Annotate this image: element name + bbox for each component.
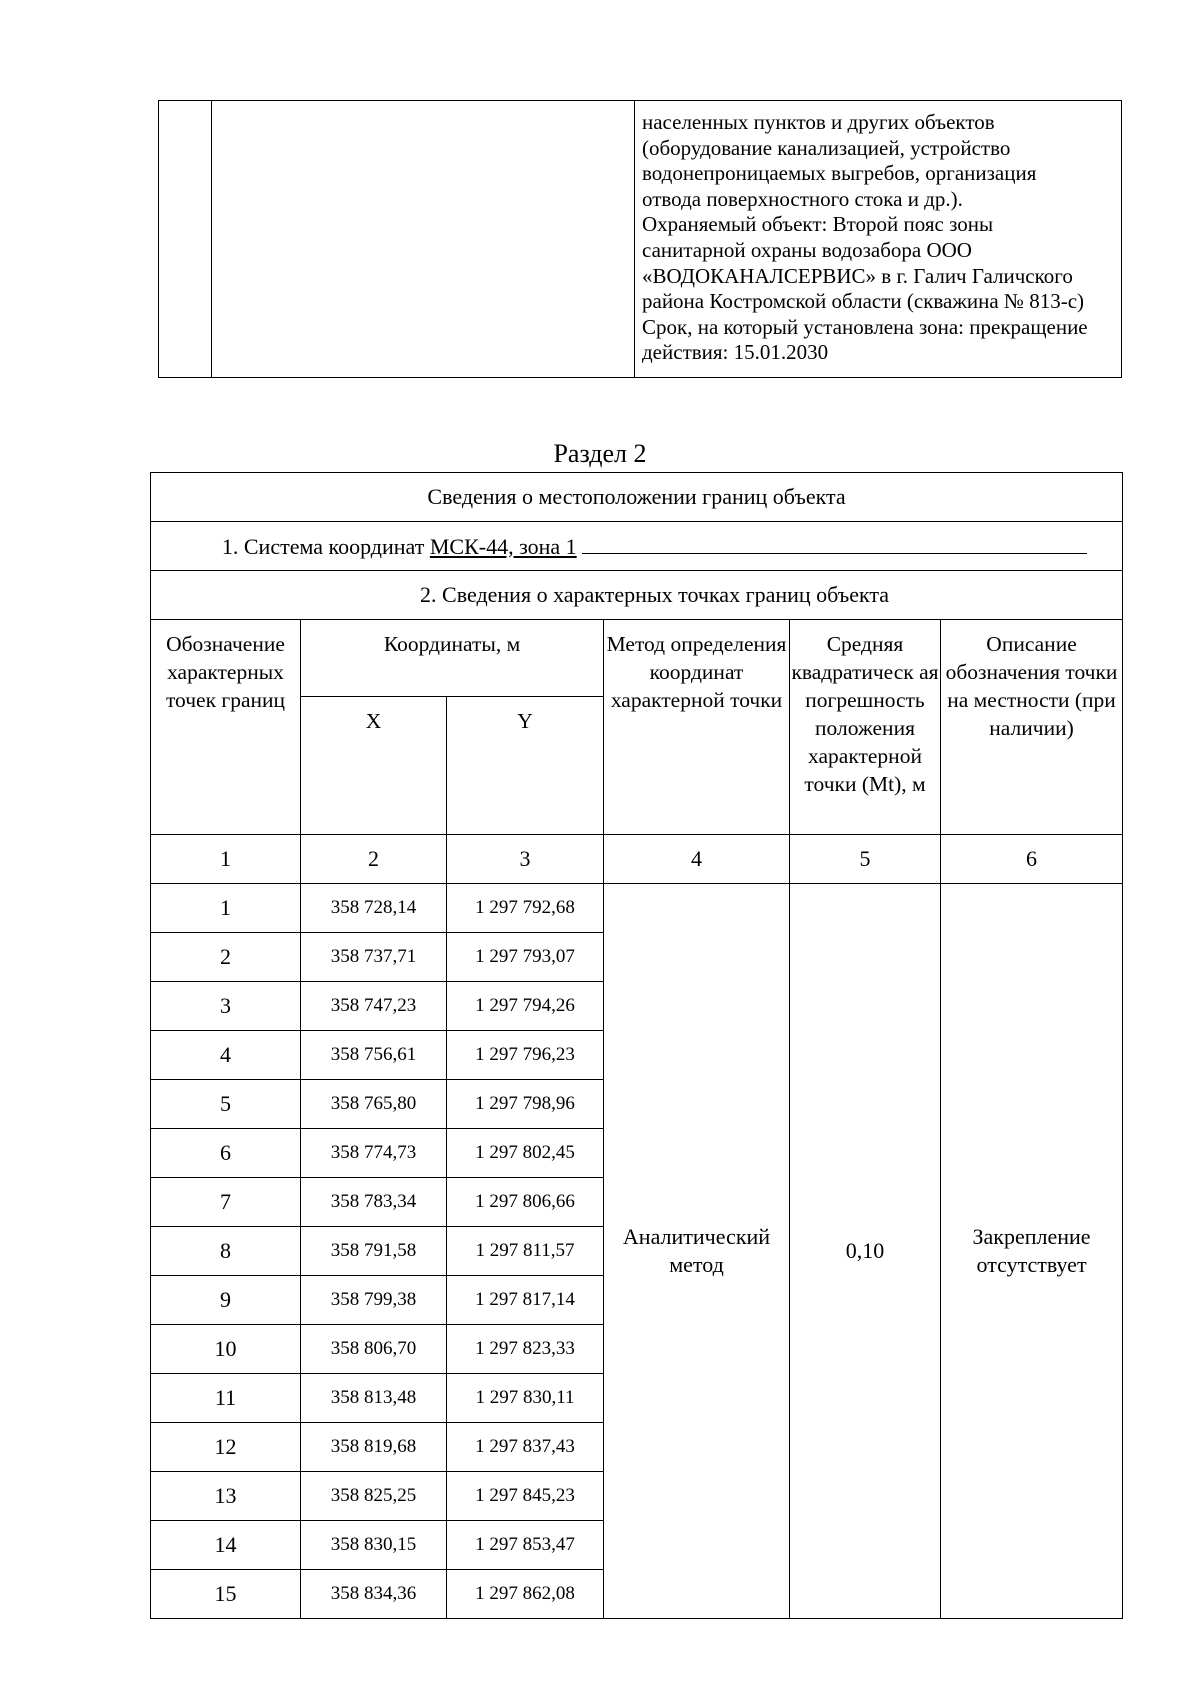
coord-x: 358 834,36	[301, 1570, 447, 1619]
coord-y: 1 297 796,23	[447, 1031, 604, 1080]
point-number: 1	[151, 884, 301, 933]
point-number: 4	[151, 1031, 301, 1080]
coord-x: 358 747,23	[301, 982, 447, 1031]
point-number: 13	[151, 1472, 301, 1521]
coord-y: 1 297 806,66	[447, 1178, 604, 1227]
point-number: 2	[151, 933, 301, 982]
coord-y: 1 297 845,23	[447, 1472, 604, 1521]
coord-y: 1 297 837,43	[447, 1423, 604, 1472]
point-number: 8	[151, 1227, 301, 1276]
point-number: 7	[151, 1178, 301, 1227]
method-cell: Аналитический метод	[604, 884, 790, 1619]
coord-system-prefix: 1. Система координат	[221, 533, 425, 559]
column-number: 6	[941, 835, 1123, 884]
coord-system-row	[151, 522, 1123, 571]
header-error: Средняя квадратическ ая погрешность положения характерной точки (Mt), м	[790, 620, 941, 835]
boundary-points-table	[150, 472, 1123, 1619]
description-cell: Закрепление отсутствует	[941, 884, 1123, 1619]
continuation-line: (оборудование канализацией, устройство	[642, 135, 1011, 160]
coord-x: 358 813,48	[301, 1374, 447, 1423]
continuation-line: Срок, на который установлена зона: прекращение	[642, 314, 1088, 339]
coord-y: 1 297 798,96	[447, 1080, 604, 1129]
coord-y: 1 297 862,08	[447, 1570, 604, 1619]
column-number: 4	[604, 835, 790, 884]
point-number: 11	[151, 1374, 301, 1423]
point-number: 14	[151, 1521, 301, 1570]
column-number: 3	[447, 835, 604, 884]
continuation-line: санитарной охраны водозабора ООО	[642, 237, 972, 262]
continuation-cell-3	[635, 101, 1122, 378]
coord-x: 358 830,15	[301, 1521, 447, 1570]
coord-x: 358 765,80	[301, 1080, 447, 1129]
header-x: X	[301, 697, 447, 835]
point-number: 12	[151, 1423, 301, 1472]
continuation-line: Охраняемый объект: Второй пояс зоны	[642, 212, 994, 237]
coord-y: 1 297 830,11	[447, 1374, 604, 1423]
continuation-line: населенных пунктов и других объектов	[642, 110, 995, 134]
continuation-table	[158, 100, 1122, 378]
coord-y: 1 297 792,68	[447, 884, 604, 933]
coord-x: 358 728,14	[301, 884, 447, 933]
point-number: 10	[151, 1325, 301, 1374]
fill-line	[582, 533, 1087, 554]
continuation-line: «ВОДОКАНАЛСЕРВИС» в г. Галич Галичского	[642, 263, 1073, 288]
continuation-text	[635, 101, 1121, 366]
coord-x: 358 774,73	[301, 1129, 447, 1178]
column-number: 2	[301, 835, 447, 884]
header-y: Y	[447, 697, 604, 835]
header-coordinates: Координаты, м	[301, 620, 604, 697]
continuation-cell-2	[212, 101, 635, 378]
coord-x: 358 791,58	[301, 1227, 447, 1276]
continuation-line: отвода поверхностного стока и др.).	[642, 186, 963, 211]
continuation-cell-1	[159, 101, 212, 378]
continuation-line: водонепроницаемых выгребов, организация	[642, 161, 1037, 186]
header-point-designation: Обозначение характерных точек границ	[151, 620, 301, 835]
point-number: 5	[151, 1080, 301, 1129]
coord-y: 1 297 823,33	[447, 1325, 604, 1374]
header-description: Описание обозначения точки на местности (при наличии)	[941, 620, 1123, 835]
point-number: 9	[151, 1276, 301, 1325]
coord-y: 1 297 802,45	[447, 1129, 604, 1178]
points-heading: 2. Сведения о характерных точках границ объекта	[151, 571, 1123, 620]
coord-y: 1 297 794,26	[447, 982, 604, 1031]
column-numbers-row	[151, 835, 1123, 884]
coord-x: 358 783,34	[301, 1178, 447, 1227]
coord-y: 1 297 811,57	[447, 1227, 604, 1276]
point-number: 3	[151, 982, 301, 1031]
table-row	[151, 884, 1123, 933]
coord-x: 358 799,38	[301, 1276, 447, 1325]
data-rows	[151, 884, 1123, 1619]
coord-system-value: МСК-44, зона 1	[429, 533, 577, 559]
section-title: Раздел 2	[553, 439, 647, 468]
coord-x: 358 756,61	[301, 1031, 447, 1080]
coord-y: 1 297 793,07	[447, 933, 604, 982]
coord-x: 358 737,71	[301, 933, 447, 982]
coord-x: 358 806,70	[301, 1325, 447, 1374]
coord-y: 1 297 853,47	[447, 1521, 604, 1570]
continuation-line: действия: 15.01.2030	[642, 340, 829, 365]
coord-y: 1 297 817,14	[447, 1276, 604, 1325]
error-cell: 0,10	[790, 884, 941, 1619]
header-method: Метод определения координат характерной точки	[604, 620, 790, 835]
continuation-line: района Костромской области (скважина № 813-с)	[642, 289, 1085, 314]
coord-x: 358 819,68	[301, 1423, 447, 1472]
column-number: 1	[151, 835, 301, 884]
coord-x: 358 825,25	[301, 1472, 447, 1521]
point-number: 6	[151, 1129, 301, 1178]
column-number: 5	[790, 835, 941, 884]
point-number: 15	[151, 1570, 301, 1619]
table-title: Сведения о местоположении границ объекта	[151, 473, 1123, 522]
